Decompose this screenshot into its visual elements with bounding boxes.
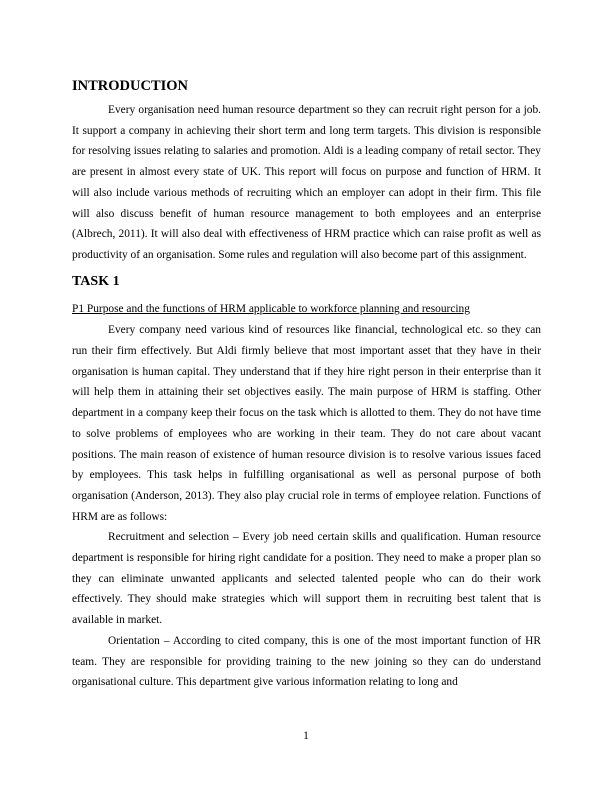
task-subheading: P1 Purpose and the functions of HRM applicable to workforce planning and resourcing xyxy=(72,302,470,315)
introduction-paragraph: Every organisation need human resource department so they can recruit right person for a job. It support a company in achieving their short term and long term targets. This division is responsible for resolving issues relating to salaries and promotion. Aldi is a leading company of retail sector. They are present in almost every state of UK. This report will focus on purpose and function of HRM. It will also include various methods of recruiting which an employer can adopt in their firm. This file will also discuss benefit of human resource management to both employees and an enterprise (Albrech, 2011). It will also deal with effectiveness of HRM practice which can raise profit as well as productivity of an organisation. Some rules and regulation will also become part of this assignment. xyxy=(72,104,541,261)
task-heading: TASK 1 xyxy=(72,273,120,289)
page-number: 1 xyxy=(303,730,309,742)
introduction-heading: INTRODUCTION xyxy=(72,78,189,94)
body-paragraph-purpose: Every company need various kind of resources like financial, technological etc. so they can run their firm effectively. But Aldi firmly believe that most important asset that they have in their organisation is human capital. They understand that if they hire right person in their enterprise than it will help them in attaining their set objectives easily. The main purpose of HRM is staffing. Other department in a company keep their focus on the task which is allotted to them. They do not have time to solve problems of employees who are working in their team. They do not care about vacant positions. The main reason of existence of human resource division is to resolve various issues faced by employees. This task helps in fulfilling organisational as well as personal purpose of both organisation (Anderson, 2013). They also play crucial role in terms of employee relation. Functions of HRM are as follows: xyxy=(72,324,541,523)
body-paragraph-orientation: Orientation – According to cited company, this is one of the most important function of HR team. They are responsible for providing training to the new joining so they can do understand organisational culture. This department give various information relating to long and xyxy=(72,634,541,689)
body-paragraph-recruitment: Recruitment and selection – Every job need certain skills and qualification. Human resource department is responsible for hiring right candidate for a position. They need to make a proper plan so they can eliminate unwanted applicants and selected talented people who can do their work effectively. They should make strategies which will support them in recruiting best talent that is available in market. xyxy=(72,531,541,627)
page-content xyxy=(72,75,541,693)
